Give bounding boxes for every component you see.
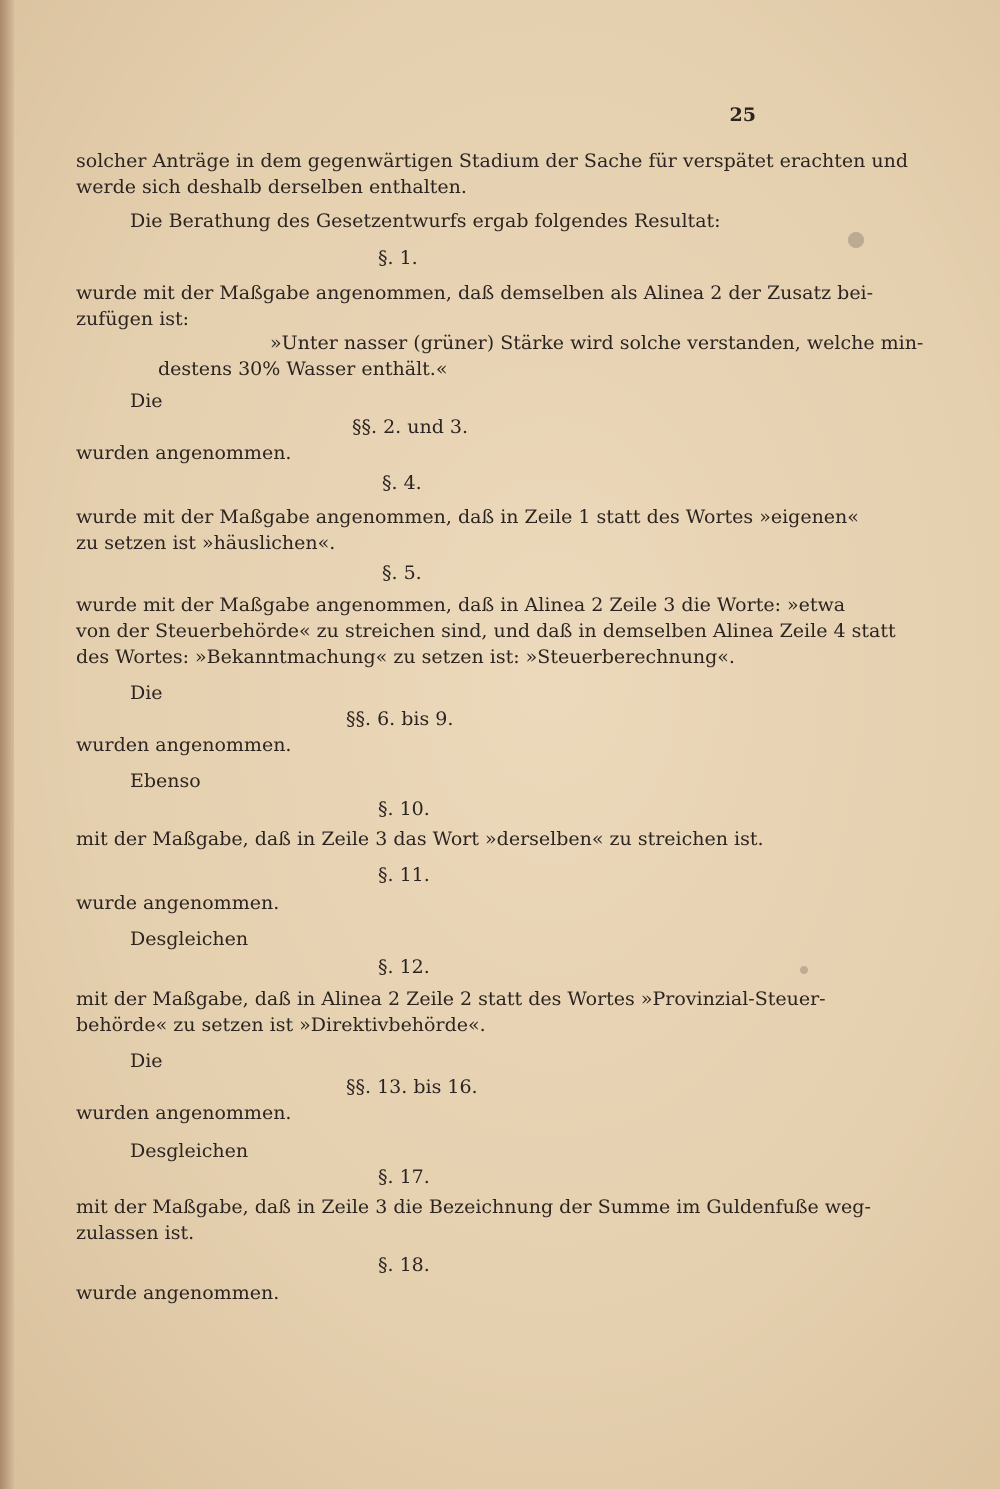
text-line: destens 30% Wasser enthält.« [158, 358, 448, 380]
text-line: zufügen ist: [76, 308, 190, 330]
text-line: wurde angenommen. [76, 1282, 280, 1304]
text-line: mit der Maßgabe, daß in Zeile 3 das Wort »derselben« zu streichen ist. [76, 828, 764, 850]
section-heading: §§. 13. bis 16. [346, 1076, 478, 1098]
text-line: Die Berathung des Gesetzentwurfs ergab folgendes Resultat: [130, 210, 721, 232]
text-line: wurde mit der Maßgabe angenommen, daß demselben als Alinea 2 der Zusatz bei- [76, 282, 874, 304]
text-line: wurde angenommen. [76, 892, 280, 914]
text-line: Desgleichen [130, 928, 249, 950]
text-line: behörde« zu setzen ist »Direktivbehörde«. [76, 1014, 486, 1036]
page-binding-edge [0, 0, 14, 1489]
text-line: mit der Maßgabe, daß in Alinea 2 Zeile 2 statt des Wortes »Provinzial-Steuer- [76, 988, 826, 1010]
text-line: solcher Anträge in dem gegenwärtigen Stadium der Sache für verspätet erachten und [76, 150, 909, 172]
section-heading: §. 18. [378, 1254, 430, 1276]
text-line: Die [130, 1050, 163, 1072]
text-line: Die [130, 682, 163, 704]
text-line: werde sich deshalb derselben enthalten. [76, 176, 467, 198]
text-line: von der Steuerbehörde« zu streichen sind, und daß in demselben Alinea Zeile 4 statt [76, 620, 896, 642]
section-heading: §. 10. [378, 798, 430, 820]
text-line: mit der Maßgabe, daß in Zeile 3 die Bezeichnung der Summe im Guldenfuße weg- [76, 1196, 871, 1218]
text-line: des Wortes: »Bekanntmachung« zu setzen ist: »Steuerberechnung«. [76, 646, 735, 668]
text-line: Die [130, 390, 163, 412]
text-line: Desgleichen [130, 1140, 249, 1162]
section-heading: §§. 2. und 3. [352, 416, 469, 438]
section-heading: §. 1. [378, 247, 418, 269]
section-heading: §§. 6. bis 9. [346, 708, 454, 730]
text-line: wurde mit der Maßgabe angenommen, daß in Alinea 2 Zeile 3 die Worte: »etwa [76, 594, 846, 616]
text-line: zu setzen ist »häuslichen«. [76, 532, 336, 554]
text-line: wurden angenommen. [76, 1102, 292, 1124]
text-line: wurden angenommen. [76, 442, 292, 464]
stain-mark [848, 232, 864, 248]
section-heading: §. 17. [378, 1166, 430, 1188]
section-heading: §. 5. [382, 562, 422, 584]
section-heading: §. 4. [382, 472, 422, 494]
section-heading: §. 12. [378, 956, 430, 978]
text-line: Ebenso [130, 770, 201, 792]
stain-mark [800, 966, 808, 974]
section-heading: §. 11. [378, 864, 430, 886]
text-line: »Unter nasser (grüner) Stärke wird solche verstanden, welche min- [270, 332, 924, 354]
text-line: zulassen ist. [76, 1222, 195, 1244]
text-line: wurden angenommen. [76, 734, 292, 756]
page-number: 25 [729, 104, 756, 126]
text-line: wurde mit der Maßgabe angenommen, daß in Zeile 1 statt des Wortes »eigenen« [76, 506, 859, 528]
